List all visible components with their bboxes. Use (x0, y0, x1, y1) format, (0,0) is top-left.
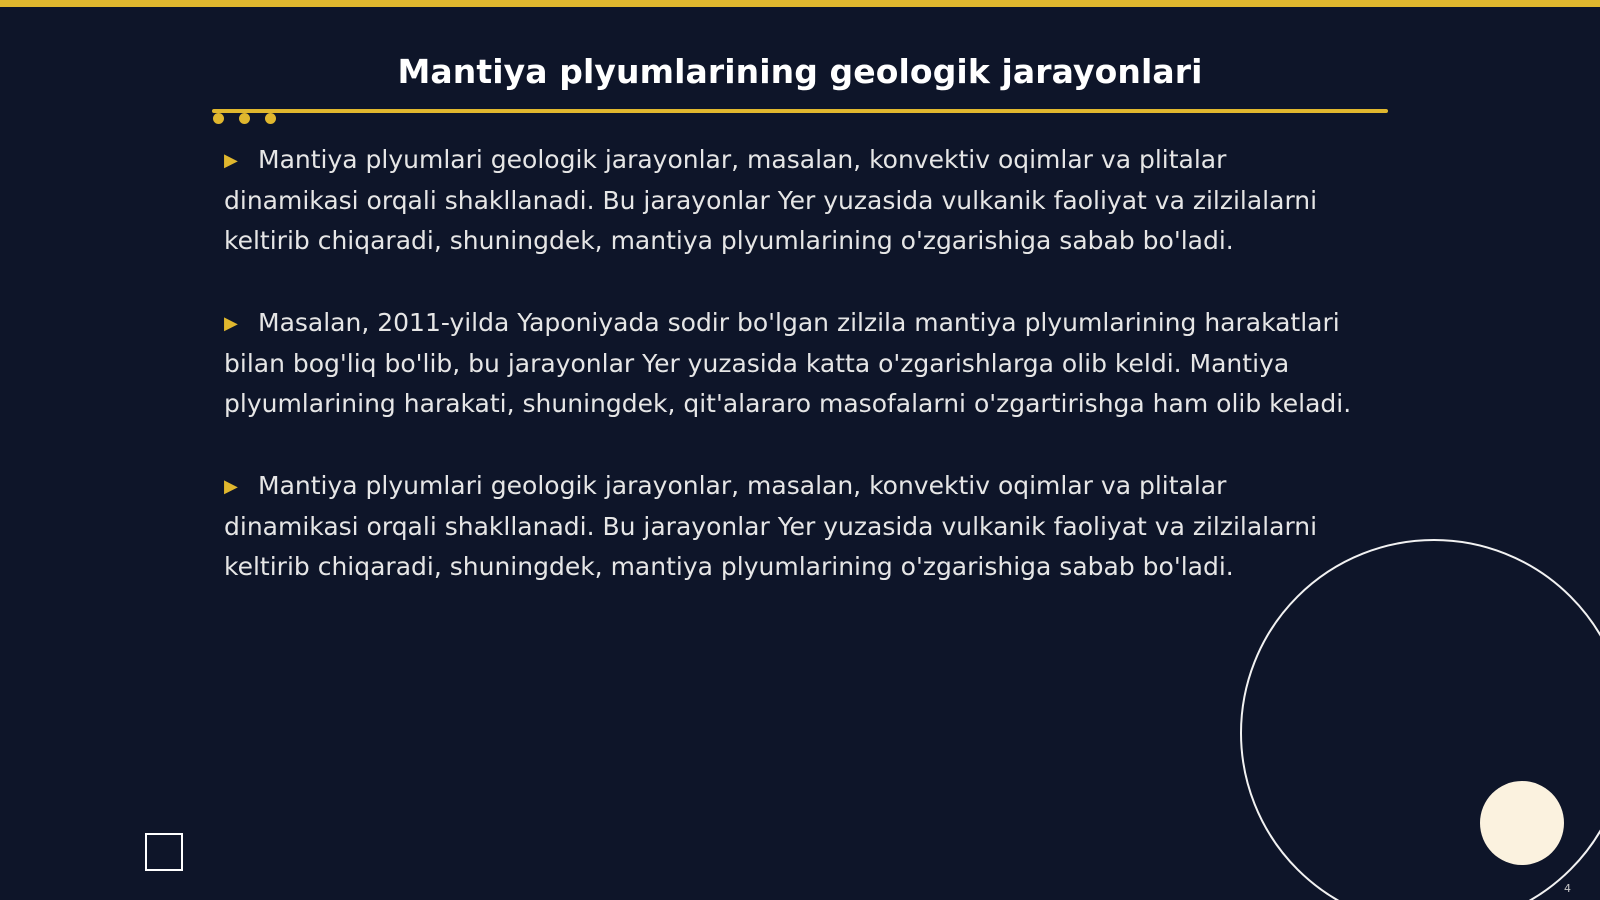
bullet-arrow-icon: ▶ (224, 476, 238, 497)
decor-dot (239, 113, 250, 124)
decor-dot (213, 113, 224, 124)
decor-dot (265, 113, 276, 124)
page-number: 4 (1564, 882, 1571, 895)
decor-filled-circle (1480, 781, 1564, 865)
decor-square (145, 833, 183, 871)
top-accent-bar (0, 0, 1600, 7)
title-underline (212, 109, 1388, 113)
bullet-item (224, 140, 1354, 261)
bullet-text: Masalan, 2011-yilda Yaponiyada sodir bo'lgan zilzila mantiya plyumlarining harakatlari bilan bog'liq bo'lib, bu jarayonlar Yer yuzasida katta o'zgarishlarga olib keldi. Mantiya plyumlarining harakati, shuningdek, qit'alararo masofalarni o'zgartirishga ham olib keladi. (224, 308, 1352, 418)
bullet-list (224, 140, 1354, 629)
bullet-text: Mantiya plyumlari geologik jarayonlar, masalan, konvektiv oqimlar va plitalar dinamikasi orqali shakllanadi. Bu jarayonlar Yer yuzasida vulkanik faoliyat va zilzilalarni keltirib chiqaradi, shuningdek, mantiya plyumlarining o'zgarishiga sabab bo'ladi. (224, 145, 1318, 255)
bullet-text: Mantiya plyumlari geologik jarayonlar, masalan, konvektiv oqimlar va plitalar dinamikasi orqali shakllanadi. Bu jarayonlar Yer yuzasida vulkanik faoliyat va zilzilalarni keltirib chiqaradi, shuningdek, mantiya plyumlarining o'zgarishiga sabab bo'ladi. (224, 471, 1318, 581)
bullet-arrow-icon: ▶ (224, 313, 238, 334)
slide-title: Mantiya plyumlarining geologik jarayonlari (397, 52, 1203, 91)
bullet-arrow-icon: ▶ (224, 150, 238, 171)
bullet-item (224, 466, 1354, 587)
bullet-item (224, 303, 1354, 424)
